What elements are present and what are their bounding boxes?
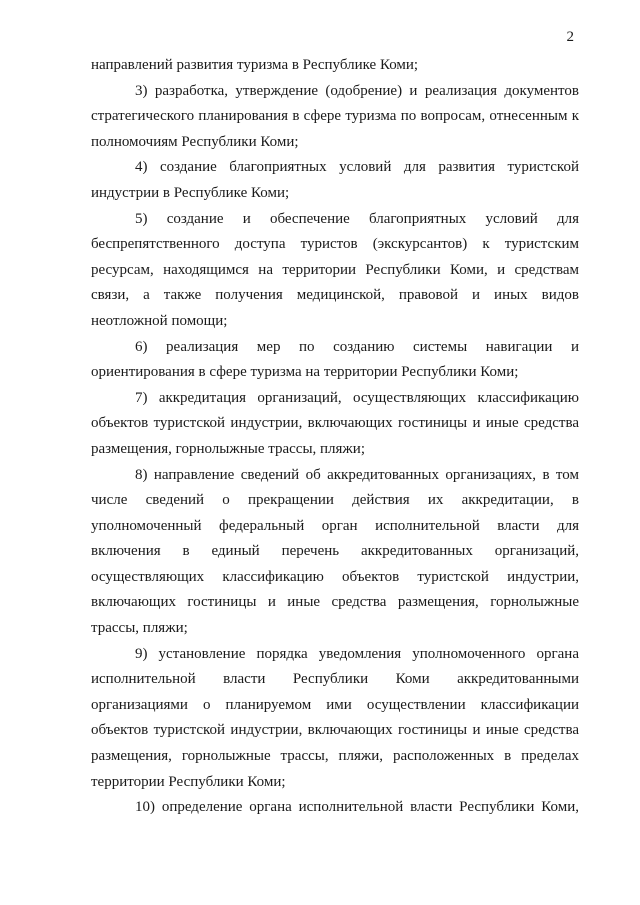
paragraph-line: осуществляющих классификацию объектов туристской индустрии, xyxy=(91,568,579,585)
paragraph-line: ресурсам, находящимся на территории Республики Коми, и средствам xyxy=(91,261,579,278)
paragraph-line: индустрии в Республике Коми; xyxy=(91,184,290,201)
document-body xyxy=(91,57,579,825)
paragraph-line: организациями о планируемом ими осуществлении классификации xyxy=(91,696,579,713)
paragraph-line: 4) создание благоприятных условий для развития туристской xyxy=(135,159,579,176)
paragraph-line: направлений развития туризма в Республике Коми; xyxy=(91,57,419,73)
paragraph-line: неотложной помощи; xyxy=(91,312,228,329)
paragraph-line: связи, а также получения медицинской, правовой и иных видов xyxy=(91,287,579,304)
paragraph-line: 8) направление сведений об аккредитованных организациях, в том xyxy=(135,466,579,483)
page-number: 2 xyxy=(566,29,574,45)
paragraph-line: включающих гостиницы и иные средства размещения, горнолыжные xyxy=(91,594,579,611)
paragraph-line: уполномоченный федеральный орган исполнительной власти для xyxy=(91,517,579,534)
paragraph-line: объектов туристской индустрии, включающих гостиницы и иные средства xyxy=(91,722,579,739)
paragraph-line: размещения, горнолыжные трассы, пляжи; xyxy=(91,440,365,457)
paragraph-line: трассы, пляжи; xyxy=(91,620,188,637)
paragraph-line: 7) аккредитация организаций, осуществляющих классификацию xyxy=(135,389,579,406)
paragraph-line: беспрепятственного доступа туристов (экскурсантов) к туристским xyxy=(91,236,579,253)
paragraph-line: стратегического планирования в сфере туризма по вопросам, отнесенным к xyxy=(91,108,579,125)
paragraph-line: 3) разработка, утверждение (одобрение) и реализация документов xyxy=(135,82,579,99)
paragraph-line: объектов туристской индустрии, включающих гостиницы и иные средства xyxy=(91,415,579,432)
paragraph-line: размещения, горнолыжные трассы, пляжи, расположенных в пределах xyxy=(91,748,579,765)
paragraph-line: исполнительной власти Республики Коми аккредитованными xyxy=(91,671,579,688)
paragraph-line: ориентирования в сфере туризма на территории Республики Коми; xyxy=(91,364,519,381)
paragraph-line: полномочиям Республики Коми; xyxy=(91,133,299,150)
paragraph-line: 9) установление порядка уведомления уполномоченного органа xyxy=(135,645,579,662)
paragraph-line: 6) реализация мер по созданию системы навигации и xyxy=(135,338,579,355)
paragraph-line: числе сведений о прекращении действия их аккредитации, в xyxy=(91,492,579,509)
paragraph-line: включения в единый перечень аккредитованных организаций, xyxy=(91,543,579,560)
paragraph-line: 10) определение органа исполнительной власти Республики Коми, xyxy=(135,799,579,816)
paragraph-line: территории Республики Коми; xyxy=(91,773,286,790)
paragraph-line: 5) создание и обеспечение благоприятных условий для xyxy=(135,210,579,227)
